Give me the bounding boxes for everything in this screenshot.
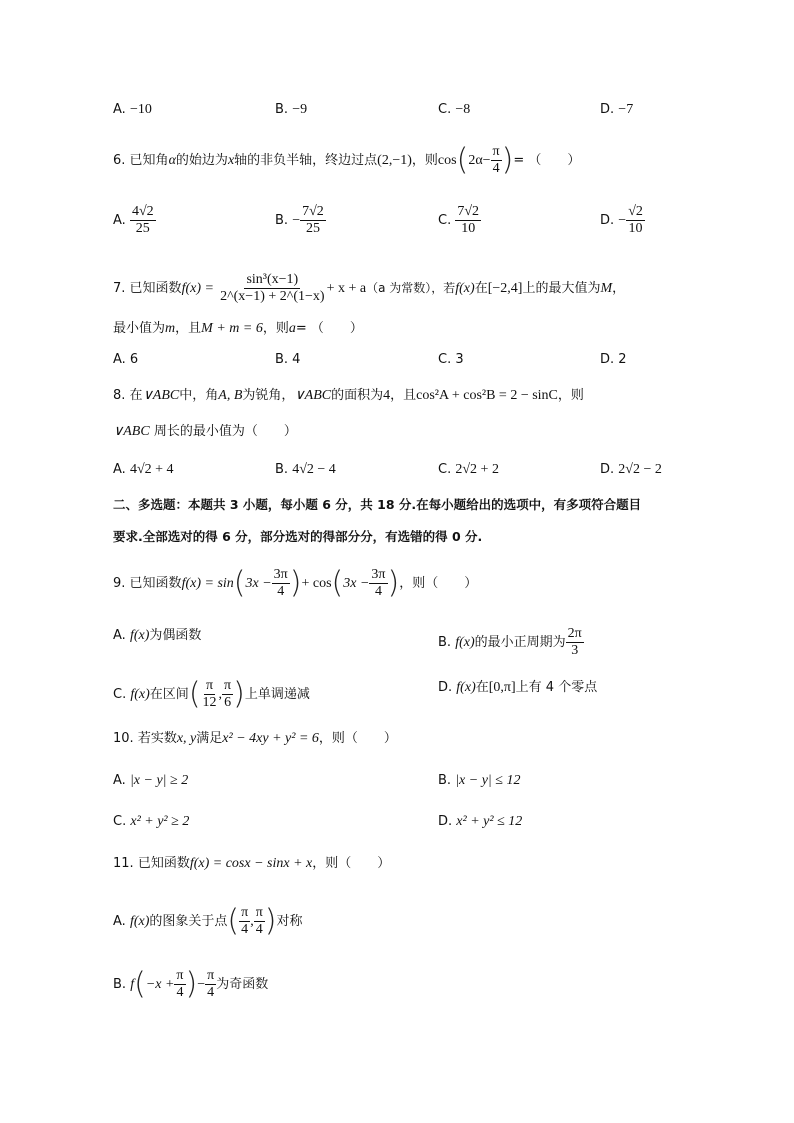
q6-option-a: A. $\frac{4√2}{25}$	[113, 204, 154, 236]
q6-option-c: C. $\frac{7√2}{10}$	[438, 204, 480, 236]
q9-option-d: D. f(x)在[0,π]上有 4 个零点	[438, 680, 598, 695]
q5-option-d: D. −7	[600, 102, 634, 117]
section-2-heading-line2: 要求.全部选对的得 6 分，部分选对的得部分分，有选错的得 0 分.	[113, 529, 483, 544]
q8-option-c: C. 2√2 + 2	[438, 462, 499, 477]
question-11-stem: 11. 已知函数f(x) = cosx − sinx + x，则（ ）	[113, 856, 391, 871]
q9-option-a: A. f(x)为偶函数	[113, 628, 202, 643]
q5-option-b: B. −9	[275, 102, 308, 117]
q7-option-b: B. 4	[275, 352, 301, 367]
q10-option-d: D. x² + y² ≤ 12	[438, 814, 523, 829]
question-6-stem: 6. 已知角α的始边为x轴的非负半轴，终边过点(2,−1)，则cos(2α− $\frac{\pi}{4}$ )= （ ）	[113, 142, 581, 178]
q9-option-b: B. f(x)的最小正周期为 $\frac{2\pi}{3}$	[438, 626, 582, 658]
question-8-stem: 8. 在∨ABC中，角A, B为锐角，∨ABC的面积为4，且cos²A + cos²B = 2 − sinC，则	[113, 388, 584, 403]
q8-option-b: B. 4√2 − 4	[275, 462, 336, 477]
q5-option-a: A. −10	[113, 102, 152, 117]
q11-option-a: A. f(x)的图象关于点( $\frac{\pi}{4}$ , $\frac{\pi}{4}$ )对称	[113, 903, 303, 939]
q6-option-d: D. − $\frac{√2}{10}$	[600, 204, 643, 236]
q7-option-a: A. 6	[113, 352, 139, 367]
q8-option-d: D. 2√2 − 2	[600, 462, 662, 477]
q8-option-a: A. 4√2 + 4	[113, 462, 174, 477]
question-9-stem: 9. 已知函数f(x) = sin(3x − $\frac{3\pi}{4}$ )+ cos(3x − $\frac{3\pi}{4}$ )，则（ ）	[113, 565, 478, 601]
q7-option-d: D. 2	[600, 352, 627, 367]
question-8-stem-line2: ∨ABC 周长的最小值为（ ）	[113, 424, 297, 439]
q10-option-b: B. |x − y| ≤ 12	[438, 773, 521, 788]
q10-option-c: C. x² + y² ≥ 2	[113, 814, 190, 829]
question-7-stem: 7. 已知函数f(x) = $\frac{\text{sin³(x−1)}}{2\^{}(x-1) + 2\^{}(1-x)}$ + x + a（a 为常数），若f(x)在[−2,4]上的最大值为M，	[113, 272, 626, 304]
q6-option-b: B. − $\frac{7√2}{25}$	[275, 204, 324, 236]
section-2-heading: 二、多选题：本题共 3 小题，每小题 6 分，共 18 分.在每小题给出的选项中，有多项符合题目	[113, 497, 642, 512]
question-10-stem: 10. 若实数x, y满足x² − 4xy + y² = 6，则（ ）	[113, 731, 397, 746]
q7-option-c: C. 3	[438, 352, 464, 367]
q9-option-c: C. f(x)在区间( $\frac{\pi}{12}$ , $\frac{\pi}{6}$ )上单调递减	[113, 676, 310, 712]
question-7-stem-line2: 最小值为m，且M + m = 6，则a= （ ）	[113, 321, 363, 336]
q5-option-c: C. −8	[438, 102, 471, 117]
q10-option-a: A. |x − y| ≥ 2	[113, 773, 189, 788]
q11-option-b: B. f(−x + $\frac{\pi}{4}$ )− $\frac{\pi}{4}$ 为奇函数	[113, 966, 269, 1002]
